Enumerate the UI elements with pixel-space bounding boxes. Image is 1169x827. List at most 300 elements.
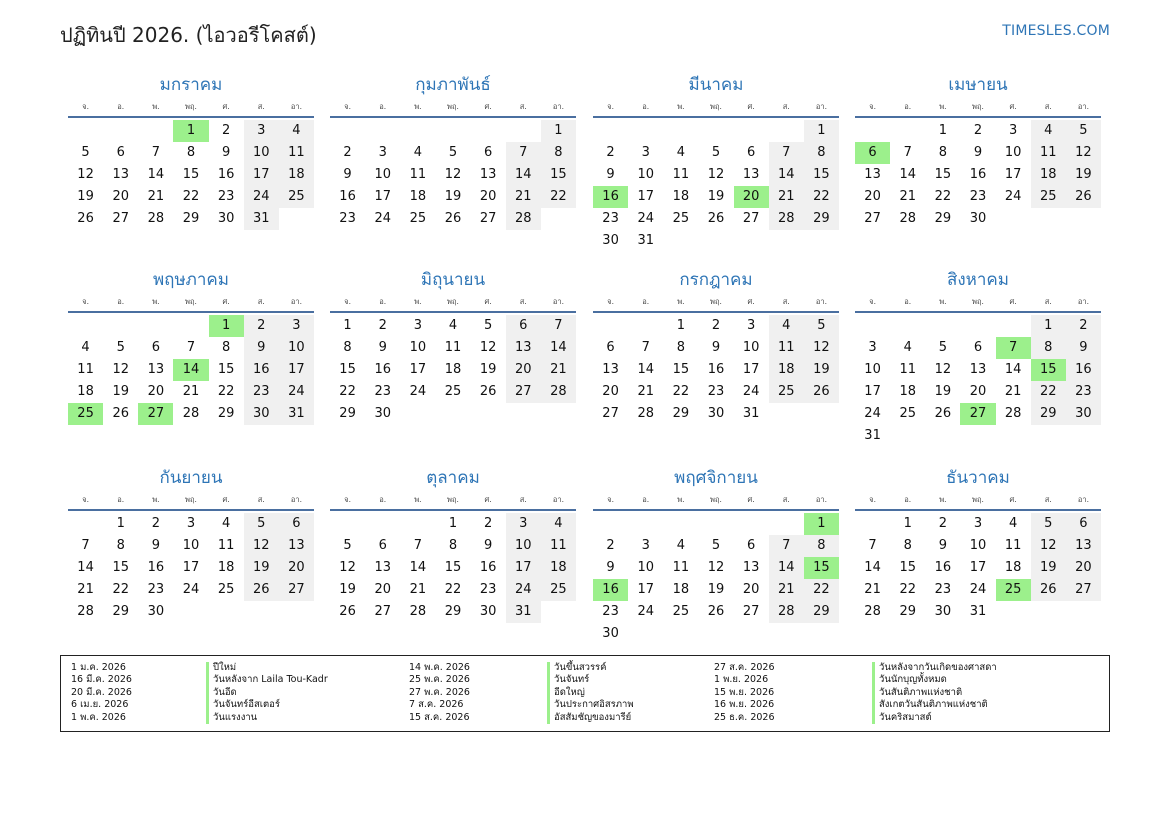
day-cell: 21 [864, 582, 881, 597]
legend-holiday-name: ปีใหม่ [206, 662, 328, 674]
day-cell: 22 [541, 186, 576, 208]
day-cell: 18 [672, 582, 690, 597]
day-cell: 26 [479, 384, 497, 399]
day-cell: 19 [804, 359, 839, 381]
weekday-label: พ. [939, 495, 947, 504]
empty-cell [506, 120, 541, 142]
day-cell: 18 [899, 384, 916, 399]
empty-cell [734, 120, 769, 142]
legend-date: 15 ส.ค. 2026 [409, 711, 470, 723]
day-cell: 6 [1066, 513, 1101, 535]
day-cell: 12 [444, 167, 462, 182]
day-cell: 23 [602, 211, 619, 226]
legend-date: 1 พ.ค. 2026 [71, 711, 126, 723]
weekday-label: พ. [677, 495, 685, 504]
header-rule [855, 311, 1101, 313]
day-cell: 5 [244, 513, 279, 535]
day-cell: 2 [711, 318, 721, 333]
legend-date: 1 ม.ค. 2026 [71, 662, 126, 673]
day-cell: 5 [116, 340, 125, 355]
day-cell: 5 [711, 145, 721, 160]
month-name: มกราคม [159, 75, 223, 95]
day-cell: 25 [769, 381, 804, 403]
day-cell: 30 [217, 211, 235, 226]
day-cell: 13 [602, 362, 619, 377]
day-cell: 7 [413, 538, 422, 553]
day-cell: 14 [769, 164, 804, 186]
day-cell: 12 [707, 560, 725, 575]
weekday-header [330, 491, 576, 509]
day-cell: 17 [506, 557, 541, 579]
weekday-label: ส. [782, 495, 790, 504]
day-cell: 2 [1066, 315, 1101, 337]
day-cell: 14 [409, 560, 427, 575]
day-cell: 16 [217, 167, 235, 182]
day-cell: 6 [151, 340, 160, 355]
day-cell: 18 [1004, 560, 1022, 575]
empty-cell [628, 120, 663, 142]
holiday-day-cell: 6 [855, 142, 890, 164]
day-cell: 13 [864, 167, 881, 182]
day-cell: 14 [769, 557, 804, 579]
day-cell: 28 [182, 406, 200, 421]
holiday-day-cell: 25 [996, 579, 1031, 601]
holiday-day-cell: 1 [209, 315, 244, 337]
day-cell: 28 [409, 604, 427, 619]
day-cell: 20 [479, 189, 497, 204]
empty-cell [698, 513, 733, 535]
empty-cell [365, 513, 400, 535]
day-cell: 10 [279, 337, 314, 359]
day-cell: 14 [1004, 362, 1022, 377]
day-cell: 31 [742, 406, 760, 421]
weekday-label: พฤ. [710, 102, 722, 111]
day-cell: 2 [151, 516, 160, 531]
month-name: มีนาคม [688, 75, 744, 95]
day-cell: 12 [339, 560, 356, 575]
day-cell: 26 [112, 406, 129, 421]
day-cell: 2 [938, 516, 947, 531]
day-cell: 4 [413, 145, 422, 160]
day-cell: 3 [506, 513, 541, 535]
day-cell: 1 [343, 318, 352, 333]
holiday-day-cell: 20 [734, 186, 769, 208]
day-cell: 16 [1066, 359, 1101, 381]
day-cell: 13 [479, 167, 497, 182]
weekday-label: พ. [939, 102, 947, 111]
day-cell: 15 [217, 362, 235, 377]
day-cell: 19 [479, 362, 497, 377]
day-cell: 29 [444, 604, 462, 619]
day-cell: 18 [541, 557, 576, 579]
day-grid [68, 315, 314, 425]
day-cell: 12 [244, 535, 279, 557]
weekday-label: ศ. [222, 297, 230, 306]
day-cell: 31 [244, 208, 279, 230]
weekday-label: พ. [414, 297, 422, 306]
weekday-label: จ. [344, 297, 351, 306]
day-cell: 1 [903, 516, 912, 531]
day-cell: 19 [1031, 557, 1066, 579]
month-name: กรกฎาคม [679, 270, 753, 290]
day-grid [593, 120, 839, 252]
day-cell: 10 [864, 362, 881, 377]
holiday-day-cell: 16 [593, 579, 628, 601]
empty-cell [855, 315, 890, 337]
legend-date: 15 พ.ย. 2026 [714, 686, 775, 698]
day-cell: 3 [746, 318, 756, 333]
day-cell: 4 [279, 120, 314, 142]
holiday-day-cell: 27 [138, 403, 173, 425]
day-cell: 28 [541, 381, 576, 403]
day-cell: 16 [969, 167, 987, 182]
empty-cell [593, 120, 628, 142]
day-cell: 28 [147, 211, 165, 226]
day-cell: 7 [541, 315, 576, 337]
weekday-label: อา. [552, 495, 564, 504]
day-cell: 11 [1031, 142, 1066, 164]
day-cell: 18 [444, 362, 462, 377]
day-cell: 6 [746, 538, 756, 553]
empty-cell [663, 513, 698, 535]
day-cell: 20 [864, 189, 881, 204]
day-cell: 25 [1031, 186, 1066, 208]
day-cell: 3 [1008, 123, 1018, 138]
legend-holiday-name: วันคริสมาสต์ [872, 712, 997, 724]
day-cell: 12 [77, 167, 94, 182]
legend-names-col-3 [872, 662, 997, 724]
day-cell: 30 [374, 406, 391, 421]
day-cell: 10 [506, 535, 541, 557]
day-cell: 14 [864, 560, 881, 575]
day-cell: 21 [506, 186, 541, 208]
weekday-header [855, 293, 1101, 311]
month-calendar [330, 72, 576, 230]
weekday-label: ส. [519, 297, 527, 306]
weekday-label: อ. [642, 495, 650, 504]
day-cell: 23 [969, 189, 987, 204]
day-cell: 8 [1031, 337, 1066, 359]
day-cell: 29 [804, 601, 839, 623]
day-cell: 16 [934, 560, 952, 575]
weekday-label: พฤ. [185, 495, 197, 504]
month-calendar [593, 465, 839, 645]
month-name: มิถุนายน [420, 270, 486, 290]
day-cell: 2 [378, 318, 387, 333]
empty-cell [68, 315, 103, 337]
legend-date: 27 ส.ค. 2026 [714, 662, 775, 673]
day-cell: 8 [676, 340, 685, 355]
day-grid [593, 513, 839, 645]
legend-holiday-name: อัสสัมชัญของมารีย์ [547, 712, 634, 724]
legend-date: 20 มี.ค. 2026 [71, 686, 132, 698]
month-calendar [68, 72, 314, 230]
day-cell: 2 [221, 123, 231, 138]
day-cell: 11 [899, 362, 916, 377]
day-cell: 9 [606, 560, 615, 575]
weekday-label: พฤ. [185, 297, 197, 306]
day-cell: 26 [707, 211, 725, 226]
day-cell: 18 [769, 359, 804, 381]
empty-cell [330, 120, 365, 142]
day-cell: 16 [339, 189, 356, 204]
day-cell: 13 [279, 535, 314, 557]
day-cell: 5 [1031, 513, 1066, 535]
day-cell: 5 [343, 538, 352, 553]
day-cell: 22 [217, 384, 235, 399]
weekday-label: จ. [869, 102, 876, 111]
day-cell: 3 [378, 145, 387, 160]
weekday-header [593, 98, 839, 116]
day-cell: 3 [413, 318, 422, 333]
day-cell: 29 [934, 211, 952, 226]
weekday-label: พฤ. [972, 102, 984, 111]
weekday-label: ส. [519, 495, 527, 504]
header-rule [855, 509, 1101, 511]
day-cell: 12 [479, 340, 497, 355]
legend-dates-col-3 [714, 662, 775, 724]
weekday-label: ศ. [747, 495, 755, 504]
day-cell: 20 [1066, 557, 1101, 579]
header-rule [593, 116, 839, 118]
day-grid [330, 120, 576, 230]
day-cell: 29 [899, 604, 916, 619]
day-cell: 31 [637, 233, 654, 248]
day-cell: 24 [409, 384, 427, 399]
day-cell: 23 [374, 384, 391, 399]
day-cell: 22 [339, 384, 356, 399]
empty-cell [890, 315, 925, 337]
legend-holiday-name: วันนักบุญทั้งหมด [872, 674, 997, 686]
day-cell: 29 [672, 406, 690, 421]
day-cell: 24 [374, 211, 391, 226]
weekday-label: จ. [82, 102, 89, 111]
day-cell: 5 [81, 145, 90, 160]
day-cell: 8 [804, 535, 839, 557]
weekday-label: พ. [152, 102, 160, 111]
day-cell: 6 [116, 145, 125, 160]
day-cell: 6 [606, 340, 615, 355]
day-cell: 9 [244, 337, 279, 359]
day-cell: 8 [804, 142, 839, 164]
day-cell: 1 [938, 123, 947, 138]
day-cell: 27 [742, 211, 760, 226]
day-cell: 9 [973, 145, 983, 160]
day-cell: 28 [1004, 406, 1022, 421]
day-cell: 30 [602, 626, 619, 641]
weekday-label: ส. [257, 495, 265, 504]
weekday-label: ศ. [484, 495, 492, 504]
weekday-label: พฤ. [972, 495, 984, 504]
day-cell: 13 [742, 167, 760, 182]
empty-cell [400, 513, 435, 535]
empty-cell [365, 120, 400, 142]
day-cell: 29 [217, 406, 235, 421]
month-name: สิงหาคม [946, 270, 1009, 290]
day-cell: 10 [637, 167, 654, 182]
day-cell: 16 [374, 362, 391, 377]
weekday-header [593, 491, 839, 509]
header-rule [593, 311, 839, 313]
day-cell: 31 [864, 428, 881, 443]
day-cell: 7 [769, 535, 804, 557]
day-cell: 17 [864, 384, 881, 399]
legend-names-col-2 [547, 662, 634, 724]
weekday-label: พ. [414, 495, 422, 504]
weekday-label: อ. [904, 297, 912, 306]
day-cell: 9 [221, 145, 231, 160]
day-cell: 9 [378, 340, 387, 355]
legend-date: 14 พ.ค. 2026 [409, 662, 470, 673]
day-cell: 7 [186, 340, 196, 355]
day-cell: 23 [1066, 381, 1101, 403]
weekday-label: ศ. [484, 297, 492, 306]
day-cell: 9 [606, 167, 615, 182]
legend-date: 16 พ.ย. 2026 [714, 699, 775, 711]
day-cell: 9 [343, 167, 352, 182]
empty-cell [628, 513, 663, 535]
day-cell: 2 [343, 145, 352, 160]
empty-cell [400, 120, 435, 142]
day-cell: 7 [903, 145, 912, 160]
empty-cell [471, 120, 506, 142]
day-cell: 19 [934, 384, 952, 399]
empty-cell [593, 513, 628, 535]
day-cell: 21 [77, 582, 94, 597]
weekday-label: ส. [782, 297, 790, 306]
day-cell: 2 [244, 315, 279, 337]
day-cell: 10 [244, 142, 279, 164]
day-cell: 14 [637, 362, 654, 377]
day-cell: 19 [112, 384, 129, 399]
weekday-label: อา. [815, 495, 827, 504]
day-cell: 9 [938, 538, 947, 553]
legend-holiday-name: วันขึ้นสวรรค์ [547, 662, 634, 674]
month-name: เมษายน [948, 75, 1008, 95]
empty-cell [173, 315, 208, 337]
day-cell: 20 [506, 359, 541, 381]
weekday-label: ส. [257, 102, 265, 111]
day-cell: 30 [1066, 403, 1101, 425]
weekday-label: อ. [379, 297, 387, 306]
day-cell: 15 [182, 167, 200, 182]
weekday-label: อ. [379, 102, 387, 111]
day-cell: 22 [804, 186, 839, 208]
day-cell: 24 [742, 384, 760, 399]
empty-cell [890, 120, 925, 142]
weekday-header [330, 98, 576, 116]
day-cell: 8 [343, 340, 352, 355]
day-cell: 20 [147, 384, 165, 399]
day-cell: 10 [1004, 145, 1022, 160]
day-cell: 2 [606, 145, 615, 160]
day-cell: 5 [711, 538, 721, 553]
day-cell: 27 [864, 211, 881, 226]
legend-date: 16 มี.ค. 2026 [71, 674, 132, 686]
day-grid [68, 120, 314, 230]
legend-holiday-name: วันหลังจาก Laila Tou-Kadr [206, 674, 328, 686]
weekday-label: ส. [1044, 102, 1052, 111]
day-cell: 4 [541, 513, 576, 535]
legend-date: 1 พ.ย. 2026 [714, 674, 769, 686]
weekday-label: อ. [117, 102, 125, 111]
day-cell: 4 [903, 340, 912, 355]
legend-holiday-name: สังเกตวันสันติภาพแห่งชาติ [872, 699, 997, 711]
day-cell: 26 [339, 604, 356, 619]
day-cell: 4 [1008, 516, 1018, 531]
day-cell: 20 [969, 384, 987, 399]
day-cell: 30 [602, 233, 619, 248]
header-rule [855, 116, 1101, 118]
empty-cell [68, 513, 103, 535]
day-cell: 21 [637, 384, 654, 399]
legend-date: 6 เม.ย. 2026 [71, 699, 129, 711]
day-cell: 11 [77, 362, 94, 377]
day-cell: 19 [339, 582, 356, 597]
legend-holiday-name: อีดใหญ่ [547, 687, 634, 699]
day-cell: 25 [217, 582, 235, 597]
day-cell: 17 [969, 560, 987, 575]
day-cell: 14 [541, 337, 576, 359]
day-cell: 8 [448, 538, 458, 553]
weekday-label: อ. [642, 102, 650, 111]
day-cell: 25 [672, 211, 690, 226]
weekday-label: อา. [552, 102, 564, 111]
day-cell: 10 [969, 538, 987, 553]
day-cell: 27 [112, 211, 129, 226]
day-cell: 28 [769, 601, 804, 623]
day-cell: 11 [672, 167, 690, 182]
day-grid [330, 513, 576, 623]
weekday-label: พฤ. [185, 102, 197, 111]
weekday-label: พฤ. [447, 297, 459, 306]
day-cell: 24 [864, 406, 881, 421]
weekday-label: อา. [290, 495, 302, 504]
weekday-label: ส. [257, 297, 265, 306]
day-cell: 6 [506, 315, 541, 337]
day-cell: 27 [1066, 579, 1101, 601]
legend-holiday-name: วันสันติภาพแห่งชาติ [872, 687, 997, 699]
day-cell: 11 [217, 538, 235, 553]
day-cell: 11 [541, 535, 576, 557]
day-cell: 6 [378, 538, 387, 553]
day-cell: 11 [672, 560, 690, 575]
day-cell: 9 [1066, 337, 1101, 359]
day-cell: 12 [707, 167, 725, 182]
day-cell: 21 [1004, 384, 1022, 399]
site-link[interactable]: TIMESLES.COM [1002, 23, 1110, 39]
legend-holiday-name: วันแรงงาน [206, 712, 328, 724]
month-name: กันยายน [159, 468, 223, 488]
day-cell: 29 [112, 604, 129, 619]
day-cell: 7 [81, 538, 90, 553]
day-cell: 24 [279, 381, 314, 403]
legend-date: 25 พ.ค. 2026 [409, 674, 470, 686]
day-cell: 27 [506, 381, 541, 403]
day-cell: 21 [899, 189, 916, 204]
day-cell: 25 [672, 604, 690, 619]
holiday-day-cell: 7 [996, 337, 1031, 359]
day-cell: 23 [602, 604, 619, 619]
day-cell: 8 [938, 145, 947, 160]
weekday-label: ส. [1044, 495, 1052, 504]
day-cell: 26 [77, 211, 94, 226]
day-cell: 27 [479, 211, 497, 226]
weekday-label: อ. [117, 297, 125, 306]
day-grid [68, 513, 314, 623]
legend-dates-col-2 [409, 662, 470, 724]
weekday-header [855, 491, 1101, 509]
